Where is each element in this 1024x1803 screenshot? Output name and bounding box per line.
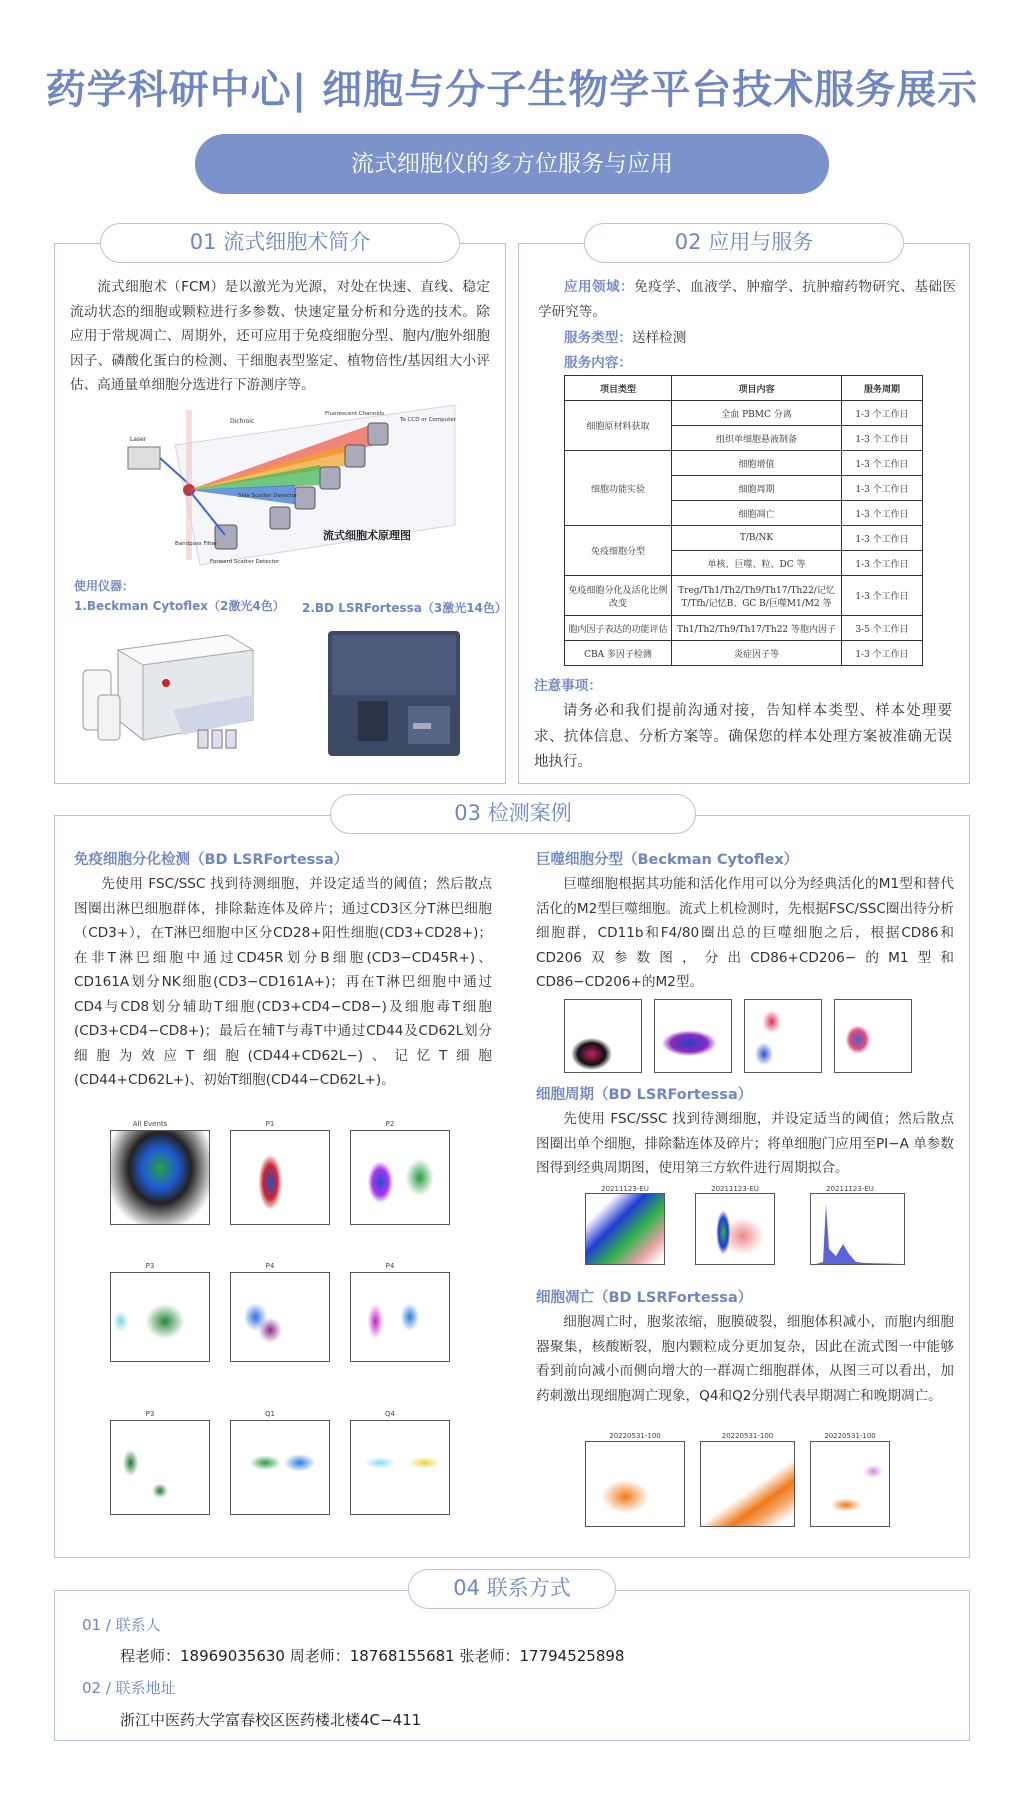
- plot-title: 20211123-EU: [711, 1185, 759, 1193]
- histogram-plot: [810, 1193, 905, 1265]
- table-cell: 细胞功能实验: [565, 451, 672, 526]
- service-content-label: 服务内容：: [564, 355, 632, 371]
- scatter-plot: [110, 1130, 210, 1225]
- plot-title: P4: [385, 1262, 395, 1270]
- table-row: [565, 451, 923, 476]
- immune-text: 先使用 FSC/SSC 找到待测细胞，并设定适当的阈值；然后散点图圈出淋巴细胞群体，排除黏连体及碎片；通过CD3区分T淋巴细胞（CD3+），在T淋巴细胞中区分CD28+阳性细胞(CD3+CD28+)；在非T淋巴细胞中通过CD45R划分B细胞(CD3−CD45R+)、CD161A划分NK细胞(CD3−CD161A+)；再在T淋巴细胞中通过CD4与CD8划分辅助T细胞(CD3+CD4−CD8−)及细胞毒T细胞(CD3+CD4−CD8+)；最后在辅T与毒T中通过CD44及CD62L划分细胞为效应T细胞(CD44+CD62L−)、记忆T细胞(CD44+CD62L+)、初始T细胞(CD44−CD62L+)。: [74, 876, 492, 1088]
- table-cell: 1-3 个工作日: [842, 451, 923, 476]
- ccd-label: To CCD or Computer: [400, 417, 456, 423]
- table-row: [565, 576, 923, 616]
- immune-title: 免疫细胞分化检测（BD LSRFortessa）: [74, 852, 349, 868]
- dichroic-label: Dichroic: [230, 418, 255, 425]
- cytoflex-photo: [78, 625, 278, 760]
- table-cell: 细胞原材料获取: [565, 401, 672, 451]
- field-text: 免疫学、血液学、肿瘤学、抗肿瘤药物研究、基础医学研究等。: [538, 279, 957, 320]
- table-cell: 1-3 个工作日: [842, 641, 923, 666]
- scatter-plot: [350, 1130, 450, 1225]
- plot-title: All Events: [132, 1120, 168, 1128]
- plot-title: P4: [265, 1262, 275, 1270]
- table-cell: 1-3 个工作日: [842, 476, 923, 501]
- table-cell: 1-3 个工作日: [842, 526, 923, 551]
- plot-title: P2: [385, 1120, 395, 1128]
- scatter-plot: [700, 1441, 795, 1527]
- contact-person-text: 程老师：18969035630 周老师：18768155681 张老师：17794525898: [120, 1647, 625, 1665]
- type-text: 送样检测: [631, 330, 687, 346]
- table-cell: 1-3 个工作日: [842, 401, 923, 426]
- forward-scatter-label: Forward Scatter Detector: [210, 559, 280, 565]
- macro-title: 巨噬细胞分型（Beckman Cytoflex）: [536, 852, 799, 868]
- contact-address-text: 浙江中医药大学富春校区医药楼北楼4C−411: [120, 1711, 422, 1729]
- scatter-plot: [110, 1272, 210, 1362]
- notice-label: 注意事项：: [534, 678, 602, 694]
- table-row: [565, 641, 923, 666]
- instrument-2: 2.BD LSRFortessa（3激光14色）: [302, 601, 507, 615]
- plot-title: P3: [145, 1262, 155, 1270]
- contact-address-label: 02 / 联系地址: [82, 1679, 176, 1697]
- table-row: [565, 526, 923, 551]
- table-row: [565, 401, 923, 426]
- immune-plots: [90, 1120, 490, 1540]
- table-cell: 1-3 个工作日: [842, 426, 923, 451]
- table-header: 项目内容: [672, 376, 842, 401]
- service-table: [564, 375, 923, 666]
- section-3-label: 03 检测案例: [330, 794, 696, 834]
- fluorescent-label: Fluorescent Channels: [325, 411, 385, 417]
- table-cell: 细胞增值: [672, 451, 842, 476]
- scatter-plot: [350, 1420, 450, 1515]
- table-cell: 细胞凋亡: [672, 501, 842, 526]
- table-cell: 单核、巨噬、粒、DC 等: [672, 551, 842, 576]
- plot-title: Q1: [265, 1410, 275, 1418]
- page-title: 药学科研中心| 细胞与分子生物学平台技术服务展示: [45, 67, 979, 113]
- table-header: 服务周期: [842, 376, 923, 401]
- instrument-1: 1.Beckman Cytoflex（2激光4色）: [74, 599, 285, 613]
- cycle-text: 先使用 FSC/SSC 找到待测细胞，并设定适当的阈值；然后散点图圈出单个细胞，排除黏连体及碎片；将单细胞门应用至PI−A 单参数图得到经典周期图，使用第三方软件进行周期拟合。: [536, 1111, 954, 1176]
- macro-text: 巨噬细胞根据其功能和活化作用可以分为经典活化的M1型和替代活化的M2型巨噬细胞。流式上机检测时，先根据FSC/SSC圈出待分析细胞群，CD11b和F4/80圈出总的巨噬细胞之后，根据CD86和CD206双参数图，分出CD86+CD206−的M1型和CD86−CD206+的M2型。: [536, 876, 954, 990]
- table-header: 项目类型: [565, 376, 672, 401]
- table-cell: Th1/Th2/Th9/Th17/Th22 等胞内因子: [672, 616, 842, 641]
- scatter-plot: [695, 1193, 775, 1265]
- table-row: [565, 616, 923, 641]
- flow-principle-diagram: [120, 405, 460, 570]
- side-scatter-label: Side Scatter Detector: [238, 493, 298, 499]
- table-header-row: [565, 376, 923, 401]
- plot-title: 20220531-100: [721, 1432, 774, 1440]
- application-field: [538, 275, 956, 324]
- plot-title: P3: [145, 1410, 155, 1418]
- scatter-plot: [230, 1420, 330, 1515]
- scatter-plot: [585, 1441, 685, 1527]
- table-cell: CBA 多因子检测: [565, 641, 672, 666]
- apoptosis-title: 细胞凋亡（BD LSRFortessa）: [536, 1290, 753, 1306]
- scatter-plot: [230, 1130, 330, 1225]
- plot-title: 20211123-EU: [601, 1185, 649, 1193]
- apoptosis-text: 细胞凋亡时，胞浆浓缩，胞膜破裂，细胞体积减小，而胞内细胞器聚集，核酸断裂，胞内颗粒成分更加复杂，因此在流式图一中能够看到前向减小而侧向增大的一群凋亡细胞群体，从图三可以看出，加药刺激出现细胞凋亡现象，Q4和Q2分别代表早期凋亡和晚期凋亡。: [536, 1314, 954, 1404]
- table-cell: 免疫细胞分型: [565, 526, 672, 576]
- table-cell: 全血 PBMC 分离: [672, 401, 842, 426]
- lsrfortessa-photo: [318, 621, 470, 761]
- scatter-plot: [230, 1272, 330, 1362]
- bandpass-label: Bandpass Filter: [175, 541, 218, 547]
- section-1-label: 01 流式细胞术简介: [100, 223, 460, 263]
- plot-title: P1: [265, 1120, 275, 1128]
- section-2-label: 02 应用与服务: [584, 223, 904, 263]
- table-cell: 3-5 个工作日: [842, 616, 923, 641]
- diagram-caption: 流式细胞术原理图: [323, 529, 411, 542]
- macro-plots: [560, 995, 930, 1077]
- table-cell: 1-3 个工作日: [842, 501, 923, 526]
- table-cell: Treg/Th1/Th2/Th9/Th17/Th22/记忆T/Tfh/记忆B、GC B/巨噬M1/M2 等: [672, 576, 842, 616]
- section-4-label: 04 联系方式: [408, 1569, 616, 1609]
- table-cell: 细胞周期: [672, 476, 842, 501]
- table-cell: 免疫细胞分化及活化比例改变: [565, 576, 672, 616]
- cycle-title: 细胞周期（BD LSRFortessa）: [536, 1087, 753, 1103]
- instruments-label: 使用仪器：: [74, 579, 135, 593]
- laser-label: Laser: [130, 436, 147, 443]
- plot-title: 20220531-100: [824, 1432, 876, 1440]
- scatter-plot: [744, 999, 822, 1073]
- notice-text: 请务必和我们提前沟通对接，告知样本类型、样本处理要求、抗体信息、分析方案等。确保您的样本处理方案被准确无误地执行。: [534, 703, 952, 770]
- field-label: 应用领域：: [564, 279, 635, 295]
- apoptosis-plots: [570, 1432, 930, 1542]
- table-cell: 1-3 个工作日: [842, 551, 923, 576]
- scatter-plot: [110, 1420, 210, 1515]
- table-cell: 炎症因子等: [672, 641, 842, 666]
- scatter-plot: [585, 1193, 665, 1265]
- service-type: [564, 326, 954, 351]
- subtitle-banner: 流式细胞仪的多方位服务与应用: [195, 134, 829, 194]
- type-label: 服务类型：: [564, 330, 632, 346]
- cycle-plots: [570, 1185, 930, 1275]
- plot-title: 20220531-100: [609, 1432, 661, 1440]
- contact-person-label: 01 / 联系人: [82, 1616, 161, 1634]
- scatter-plot: [834, 999, 912, 1073]
- scatter-plot: [654, 999, 732, 1073]
- section-1-intro: 流式细胞术（FCM）是以激光为光源，对处在快速、直线、稳定流动状态的细胞或颗粒进行多参数、快速定量分析和分选的技术。除应用于常规凋亡、周期外，还可应用于免疫细胞分型、胞内/胞外细胞因子、磷酸化蛋白的检测、干细胞表型鉴定、植物倍性/基因组大小评估、高通量单细胞分选进行下游测序等。: [70, 279, 490, 393]
- scatter-plot: [564, 999, 642, 1073]
- plot-title: 20211123-EU: [826, 1185, 874, 1193]
- table-cell: 胞内因子表达的功能评估: [565, 616, 672, 641]
- table-cell: 组织单细胞悬液制备: [672, 426, 842, 451]
- scatter-plot: [810, 1441, 890, 1527]
- plot-title: Q4: [385, 1410, 395, 1418]
- table-cell: 1-3 个工作日: [842, 576, 923, 616]
- scatter-plot: [350, 1272, 450, 1362]
- table-cell: T/B/NK: [672, 526, 842, 551]
